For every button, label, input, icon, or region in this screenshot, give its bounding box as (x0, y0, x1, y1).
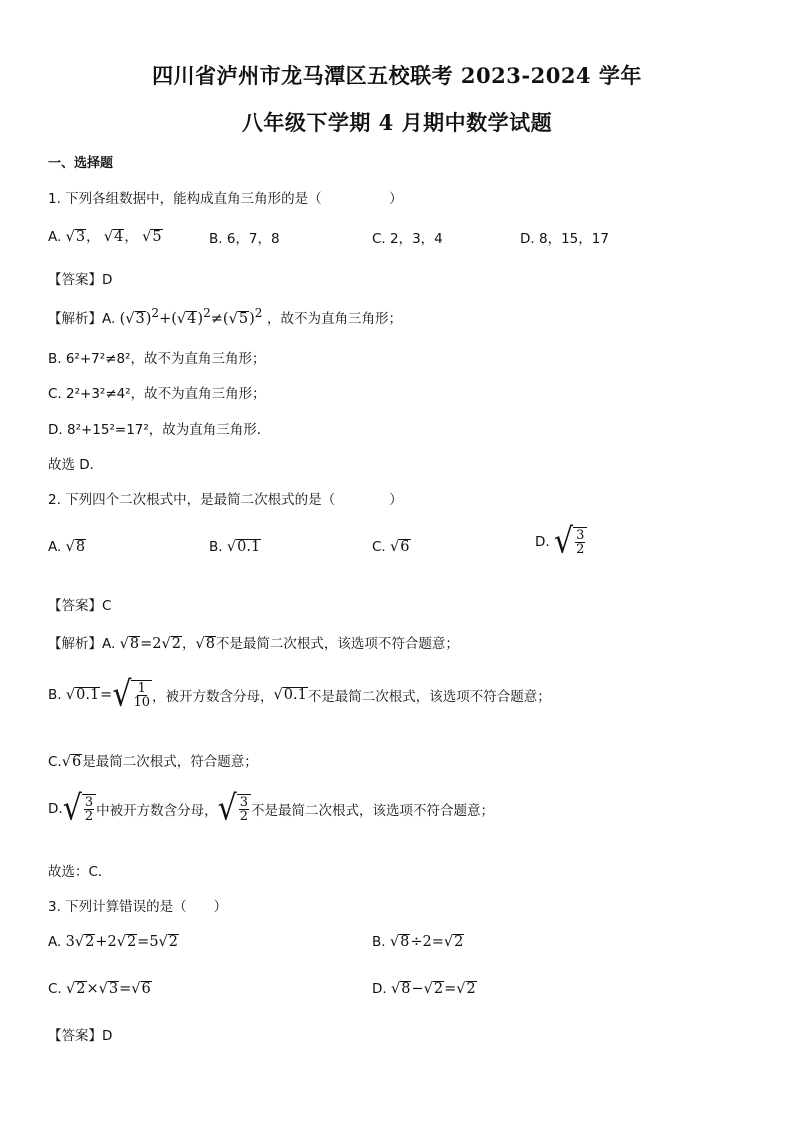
q3-a-c1: 3 (65, 934, 75, 950)
q2-an-c-rad: 6 (71, 754, 82, 770)
q2-an-a-tail: 不是最简二次根式，该选项不符合题意； (215, 636, 459, 652)
q1-a-sep2: ， (124, 229, 138, 245)
q2-option-d: D. √ $\frac{3}{2}$ (535, 527, 587, 557)
q3-c-times: × (86, 981, 99, 997)
q3-d-minus: − (411, 981, 424, 997)
q2-an-a-rad1: 8 (129, 636, 140, 652)
q2-d-den: 2 (576, 542, 585, 557)
q2-analysis-c: C.√6是最简二次根式，符合题意； (48, 754, 258, 770)
q3-a-rad2: 2 (126, 934, 137, 950)
q2-option-a: A. √8 (48, 539, 86, 555)
q1-an-sup3: 2 (254, 306, 263, 320)
q1-a-rad2: 4 (114, 229, 124, 245)
q2-b-rad: 0.1 (237, 539, 261, 555)
q3-option-a: A. 3√2+2√2=5√2 (48, 934, 179, 950)
q1-an-close1: ) (145, 310, 152, 327)
q3-a-rad3: 2 (168, 934, 179, 950)
q3-c-rad3: 6 (141, 981, 151, 997)
q1-an-a-tail: ，故不为直角三角形； (267, 310, 403, 327)
q3-stem: 3. 下列计算错误的是（ ） (48, 899, 228, 915)
q3-c-rad1: 2 (76, 981, 86, 997)
q2-an-b-rad2: 0.1 (283, 686, 307, 703)
doc-title-line2: 八年级下学期 4 月期中数学试题 (241, 110, 553, 135)
q1-an-neq: ≠( (210, 310, 229, 327)
q2-option-b: B. √0.1 (209, 539, 261, 555)
q1-analysis-c: C. 2²+3²≠4²，故不为直角三角形； (48, 386, 266, 402)
q1-an-rad3: 5 (238, 310, 249, 327)
q2-an-a-sep: ， (181, 636, 196, 652)
q2-option-b-label: B. (209, 539, 223, 555)
q2-an-d-mid: 中被开方数含分母， (96, 803, 218, 819)
q2-option-a-label: A. (48, 539, 62, 555)
q3-option-d-label: D. (372, 981, 387, 997)
doc-title-line1: 四川省泸州市龙马潭区五校联考 2023-2024 学年 (152, 63, 642, 88)
q2-analysis-label: 【解析】A. (48, 636, 116, 652)
q2-an-b-mid: ，被开方数含分母， (152, 689, 274, 705)
q3-option-c-label: C. (48, 981, 62, 997)
q2-option-d-label: D. (535, 534, 550, 550)
q1-stem: 1. 下列各组数据中，能构成直角三角形的是（ ） (48, 191, 403, 207)
q3-c-rad2: 3 (108, 981, 119, 997)
q1-analysis-d: D. 8²+15²=17²，故为直角三角形． (48, 422, 271, 438)
q3-a-plus: +2 (95, 934, 117, 950)
q2-an-b-rad1: 0.1 (76, 686, 100, 703)
q3-option-d: D. √8−√2=√2 (372, 981, 476, 997)
q3-d-eq: = (444, 981, 457, 997)
q2-answer: 【答案】C (48, 598, 112, 614)
q3-option-c: C. √2×√3=√6 (48, 981, 151, 997)
q3-b-rad2: 2 (454, 934, 464, 950)
q1-a-sep1: ， (86, 229, 100, 245)
q1-an-sup1: 2 (151, 306, 160, 320)
q3-b-rad1: 8 (400, 934, 410, 950)
q1-option-b: B. 6，7，8 (209, 231, 280, 247)
q2-an-c-tail: 是最简二次根式，符合题意； (82, 754, 258, 770)
q3-option-a-label: A. (48, 934, 62, 950)
q3-a-eq: =5 (137, 934, 159, 950)
q2-stem: 2. 下列四个二次根式中，是最简二次根式的是（ ） (48, 492, 403, 508)
q1-analysis-b: B. 6²+7²≠8²，故不为直角三角形； (48, 351, 266, 367)
q3-b-div: ÷2= (410, 934, 444, 950)
q3-c-eq: = (119, 981, 132, 997)
q2-d-num: 3 (576, 528, 585, 543)
q1-an-open: ( (119, 310, 126, 327)
q2-a-rad: 8 (75, 539, 86, 555)
q2-an-a-rad2: 2 (171, 636, 181, 652)
q2-an-d-num2: 3 (239, 795, 248, 810)
q2-an-b-label: B. (48, 687, 62, 703)
q1-an-sup2: 2 (203, 306, 211, 320)
q2-an-b-eq: = (100, 686, 113, 703)
q1-an-plus: +( (159, 310, 177, 327)
q2-an-d-den2: 2 (239, 809, 248, 824)
q3-option-b: B. √8÷2=√2 (372, 934, 464, 950)
q2-an-c-label: C. (48, 754, 62, 770)
section-heading-choice: 一、选择题 (48, 156, 114, 171)
q2-an-a-eq: =2 (140, 636, 162, 652)
q2-an-d-den: 2 (84, 809, 94, 824)
q3-option-b-label: B. (372, 934, 386, 950)
q2-analysis-d: D. √ $\frac{3}{2}$ 中被开方数含分母， √ $\frac{3}{2}$ 不是最简二次根式，该选项不符合题意； (48, 788, 494, 829)
q1-analysis-a: 【解析】A. $(√3)^2+(√4)^2\ne(√5)^2$ ，故不为直角三角形； (48, 306, 403, 327)
q2-analysis-b: B. √0.1= √ $\frac{1}{10}$ ，被开方数含分母，√0.1不是最简二次根式，该选项不符合题意； (48, 674, 551, 715)
q3-d-rad2: 2 (433, 981, 444, 997)
q1-an-close2: ) (197, 310, 204, 327)
q1-a-rad3: 5 (152, 229, 162, 245)
q2-an-d-num: 3 (84, 795, 94, 810)
q2-an-b-den: 10 (133, 695, 150, 710)
q1-analysis-label: 【解析】A. (48, 310, 116, 327)
q3-answer: 【答案】D (48, 1028, 113, 1044)
q1-option-a: A. √3， √4， √5 (48, 229, 162, 245)
q3-d-rad1: 8 (401, 981, 411, 997)
q1-conclusion: 故选 D． (48, 457, 104, 473)
q1-option-c: C. 2，3，4 (372, 231, 443, 247)
q2-an-b-tail: 不是最简二次根式，该选项不符合题意； (307, 689, 551, 705)
q2-option-c-label: C. (372, 539, 386, 555)
q2-an-d-tail: 不是最简二次根式，该选项不符合题意； (251, 803, 494, 819)
q1-a-rad1: 3 (75, 229, 86, 245)
q1-option-d: D. 8，15，17 (520, 231, 609, 247)
q3-a-rad1: 2 (85, 934, 95, 950)
q2-an-a-rad3: 8 (205, 636, 215, 652)
q2-analysis-a: 【解析】A. √8=2√2，√8不是最简二次根式，该选项不符合题意； (48, 636, 459, 652)
q2-conclusion: 故选：C． (48, 864, 112, 880)
q2-c-rad: 6 (400, 539, 410, 555)
q1-answer: 【答案】D (48, 272, 113, 288)
q1-an-close3: ) (249, 310, 255, 327)
q3-d-rad3: 2 (466, 981, 476, 997)
q2-an-d-label: D. (48, 801, 63, 817)
q2-an-b-num: 1 (137, 681, 146, 696)
q1-an-rad2: 4 (187, 310, 197, 327)
q1-option-a-label: A. (48, 229, 62, 245)
q1-an-rad1: 3 (135, 310, 145, 327)
q2-option-c: C. √6 (372, 539, 410, 555)
